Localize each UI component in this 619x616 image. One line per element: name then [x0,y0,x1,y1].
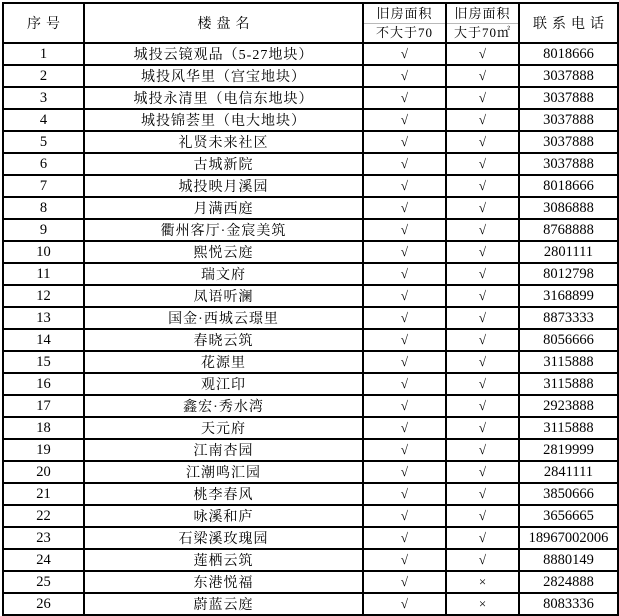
le70-mark-cell: √ [363,197,446,219]
building-name-cell: 月满西庭 [84,197,363,219]
header-building-name: 楼盘名 [84,3,363,43]
table-row [3,549,618,571]
table-row [3,263,618,285]
phone-cell: 3850666 [519,483,618,505]
phone-cell: 8083336 [519,593,618,615]
row-number-cell: 15 [3,351,84,373]
gt70-mark-cell: × [446,593,519,615]
le70-mark-cell: √ [363,175,446,197]
phone-cell: 8768888 [519,219,618,241]
table-row [3,527,618,549]
phone-cell: 3115888 [519,351,618,373]
gt70-mark-cell: √ [446,263,519,285]
phone-cell: 8018666 [519,43,618,65]
le70-mark-cell: √ [363,571,446,593]
building-name-cell: 凤语听澜 [84,285,363,307]
gt70-mark-cell: √ [446,351,519,373]
gt70-mark-cell: √ [446,285,519,307]
building-name-cell: 天元府 [84,417,363,439]
le70-mark-cell: √ [363,87,446,109]
gt70-mark-cell: √ [446,329,519,351]
table-row [3,461,618,483]
gt70-mark-cell: √ [446,197,519,219]
gt70-mark-cell: √ [446,395,519,417]
le70-mark-cell: √ [363,373,446,395]
row-number-cell: 10 [3,241,84,263]
row-number-cell: 3 [3,87,84,109]
row-number-cell: 24 [3,549,84,571]
gt70-mark-cell: √ [446,131,519,153]
gt70-mark-cell: × [446,571,519,593]
le70-mark-cell: √ [363,439,446,461]
building-name-cell: 衢州客厅·金宸美筑 [84,219,363,241]
row-number-cell: 23 [3,527,84,549]
table-row [3,197,618,219]
gt70-mark-cell: √ [446,505,519,527]
building-name-cell: 城投云镜观品（5-27地块） [84,43,363,65]
phone-cell: 8012798 [519,263,618,285]
row-number-cell: 18 [3,417,84,439]
gt70-mark-cell: √ [446,417,519,439]
table-row [3,109,618,131]
building-name-cell: 城投映月溪园 [84,175,363,197]
gt70-mark-cell: √ [446,87,519,109]
table-row [3,219,618,241]
row-number-cell: 4 [3,109,84,131]
gt70-mark-cell: √ [446,65,519,87]
building-name-cell: 城投永清里（电信东地块） [84,87,363,109]
le70-mark-cell: √ [363,527,446,549]
building-name-cell: 国金·西城云璟里 [84,307,363,329]
phone-cell: 8873333 [519,307,618,329]
table-body [3,43,618,615]
building-name-cell: 鑫宏·秀水湾 [84,395,363,417]
table-row [3,285,618,307]
phone-cell: 8880149 [519,549,618,571]
table-row [3,351,618,373]
gt70-mark-cell: √ [446,153,519,175]
table-row [3,593,618,615]
row-number-cell: 5 [3,131,84,153]
gt70-mark-cell: √ [446,461,519,483]
row-number-cell: 8 [3,197,84,219]
phone-cell: 3656665 [519,505,618,527]
row-number-cell: 1 [3,43,84,65]
table-row [3,43,618,65]
building-name-cell: 蔚蓝云庭 [84,593,363,615]
phone-cell: 18967002006 [519,527,618,549]
le70-mark-cell: √ [363,43,446,65]
table-row [3,153,618,175]
row-number-cell: 17 [3,395,84,417]
row-number-cell: 13 [3,307,84,329]
le70-mark-cell: √ [363,65,446,87]
building-name-cell: 礼贤未来社区 [84,131,363,153]
table-row [3,65,618,87]
phone-cell: 3037888 [519,153,618,175]
phone-cell: 3115888 [519,373,618,395]
table-row [3,329,618,351]
building-name-cell: 古城新院 [84,153,363,175]
table-row [3,87,618,109]
gt70-mark-cell: √ [446,439,519,461]
row-number-cell: 9 [3,219,84,241]
phone-cell: 3037888 [519,65,618,87]
building-name-cell: 江南杏园 [84,439,363,461]
building-name-cell: 江潮鸣汇园 [84,461,363,483]
housing-listings-table [2,2,619,616]
building-name-cell: 莲栖云筑 [84,549,363,571]
table-row [3,483,618,505]
gt70-mark-cell: √ [446,241,519,263]
building-name-cell: 城投风华里（宫宝地块） [84,65,363,87]
gt70-mark-cell: √ [446,43,519,65]
building-name-cell: 熙悦云庭 [84,241,363,263]
gt70-mark-cell: √ [446,109,519,131]
le70-mark-cell: √ [363,285,446,307]
building-name-cell: 桃李春风 [84,483,363,505]
le70-mark-cell: √ [363,307,446,329]
phone-cell: 8018666 [519,175,618,197]
phone-cell: 2841111 [519,461,618,483]
row-number-cell: 11 [3,263,84,285]
row-number-cell: 22 [3,505,84,527]
phone-cell: 2801111 [519,241,618,263]
table-row [3,373,618,395]
row-number-cell: 25 [3,571,84,593]
gt70-mark-cell: √ [446,549,519,571]
building-name-cell: 春晓云筑 [84,329,363,351]
table-row [3,395,618,417]
gt70-mark-cell: √ [446,175,519,197]
le70-mark-cell: √ [363,263,446,285]
row-number-cell: 26 [3,593,84,615]
building-name-cell: 观江印 [84,373,363,395]
table-row [3,241,618,263]
gt70-mark-cell: √ [446,373,519,395]
phone-cell: 3037888 [519,87,618,109]
gt70-mark-cell: √ [446,307,519,329]
building-name-cell: 花源里 [84,351,363,373]
table-row [3,571,618,593]
table-row [3,505,618,527]
le70-mark-cell: √ [363,461,446,483]
le70-mark-cell: √ [363,395,446,417]
row-number-cell: 16 [3,373,84,395]
le70-mark-cell: √ [363,417,446,439]
le70-mark-cell: √ [363,109,446,131]
phone-cell: 2923888 [519,395,618,417]
building-name-cell: 城投锦荟里（电大地块） [84,109,363,131]
building-name-cell: 咏溪和庐 [84,505,363,527]
phone-cell: 3037888 [519,109,618,131]
header-old-area-le70-line2: 不大于70 [375,24,433,40]
phone-cell: 3168899 [519,285,618,307]
le70-mark-cell: √ [363,153,446,175]
header-old-area-gt70-line2: 大于70㎡ [453,24,511,40]
table-row [3,175,618,197]
table-row [3,439,618,461]
row-number-cell: 20 [3,461,84,483]
building-name-cell: 东港悦福 [84,571,363,593]
row-number-cell: 6 [3,153,84,175]
gt70-mark-cell: √ [446,219,519,241]
phone-cell: 2824888 [519,571,618,593]
row-number-cell: 7 [3,175,84,197]
le70-mark-cell: √ [363,593,446,615]
le70-mark-cell: √ [363,131,446,153]
phone-cell: 8056666 [519,329,618,351]
header-contact-phone: 联系电话 [519,3,618,43]
header-old-area-le70-line1: 旧房面积 [364,5,445,24]
table-row [3,417,618,439]
le70-mark-cell: √ [363,549,446,571]
header-old-area-le70 [363,3,446,43]
table-row [3,131,618,153]
building-name-cell: 瑞文府 [84,263,363,285]
phone-cell: 3037888 [519,131,618,153]
le70-mark-cell: √ [363,505,446,527]
row-number-cell: 21 [3,483,84,505]
le70-mark-cell: √ [363,329,446,351]
row-number-cell: 19 [3,439,84,461]
row-number-cell: 14 [3,329,84,351]
le70-mark-cell: √ [363,241,446,263]
gt70-mark-cell: √ [446,483,519,505]
header-serial-number: 序号 [3,3,84,43]
row-number-cell: 2 [3,65,84,87]
table-row [3,307,618,329]
le70-mark-cell: √ [363,219,446,241]
gt70-mark-cell: √ [446,527,519,549]
header-old-area-gt70-line1: 旧房面积 [447,5,518,24]
le70-mark-cell: √ [363,351,446,373]
phone-cell: 2819999 [519,439,618,461]
phone-cell: 3115888 [519,417,618,439]
row-number-cell: 12 [3,285,84,307]
building-name-cell: 石梁溪玫瑰园 [84,527,363,549]
le70-mark-cell: √ [363,483,446,505]
header-old-area-gt70 [446,3,519,43]
phone-cell: 3086888 [519,197,618,219]
header-row [3,3,618,43]
